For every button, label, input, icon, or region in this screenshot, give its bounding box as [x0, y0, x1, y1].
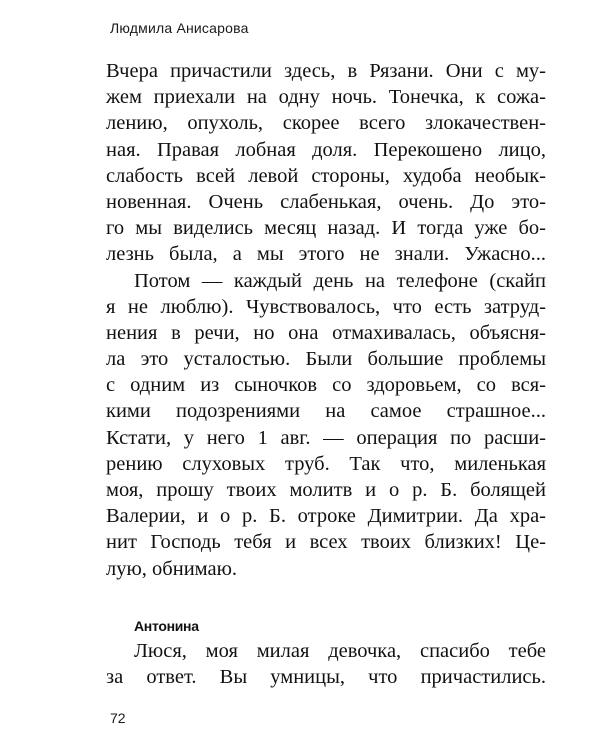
text-line: я не люблю). Чувствовалось, что есть затруд-	[106, 295, 546, 318]
text-line: за ответ. Вы умницы, что причастились.	[106, 665, 546, 688]
text-line: Люся, моя милая девочка, спасибо тебе	[134, 639, 546, 662]
text-line: нит Господь тебя и всех твоих близких! Це-	[106, 531, 546, 554]
text-line: новенная. Очень слабенькая, очень. До это-	[106, 190, 546, 213]
section-gap	[106, 582, 546, 614]
text-line: с одним из сыночков со здоровьем, со вся-	[106, 374, 546, 397]
paragraph-3	[106, 638, 546, 690]
text-line: ная. Правая лобная доля. Перекошено лицо,	[106, 138, 546, 161]
running-header-author: Людмила Анисарова	[110, 20, 249, 36]
paragraph-2	[106, 268, 546, 582]
speaker-name: Антонина	[134, 617, 199, 634]
text-line: Валерии, и о р. Б. отроке Димитрии. Да хра-	[106, 505, 546, 528]
text-line: рению слуховых труб. Так что, миленькая	[106, 452, 546, 475]
text-line: нения в речи, но она отмахивалась, объясня-	[106, 321, 546, 344]
text-line: кими подозрениями на самое страшное...	[106, 400, 546, 423]
text-line: ла это усталостью. Были большие проблемы	[106, 348, 546, 371]
text-line: го мы виделись месяц назад. И тогда уже бо-	[106, 217, 546, 240]
text-line: Кстати, у него 1 авг. — операция по расши-	[106, 426, 546, 449]
page-number: 72	[110, 710, 126, 726]
text-line: Потом — каждый день на телефоне (скайп	[134, 269, 546, 292]
text-line: Вчера причастили здесь, в Рязани. Они с му-	[106, 60, 546, 82]
text-line: лую, обнимаю.	[106, 557, 238, 580]
text-line: лению, опухоль, скорее всего злокачествен-	[106, 112, 546, 135]
text-line: жем приехали на одну ночь. Тонечка, к сожа-	[106, 86, 546, 109]
paragraph-1	[106, 58, 546, 268]
text-line: моя, прошу твоих молитв и о р. Б. болящей	[106, 479, 546, 501]
body-text	[106, 58, 546, 690]
text-line: лезнь была, а мы этого не знали. Ужасно...	[106, 243, 546, 266]
text-line: слабость всей левой стороны, худоба необык-	[106, 164, 546, 187]
